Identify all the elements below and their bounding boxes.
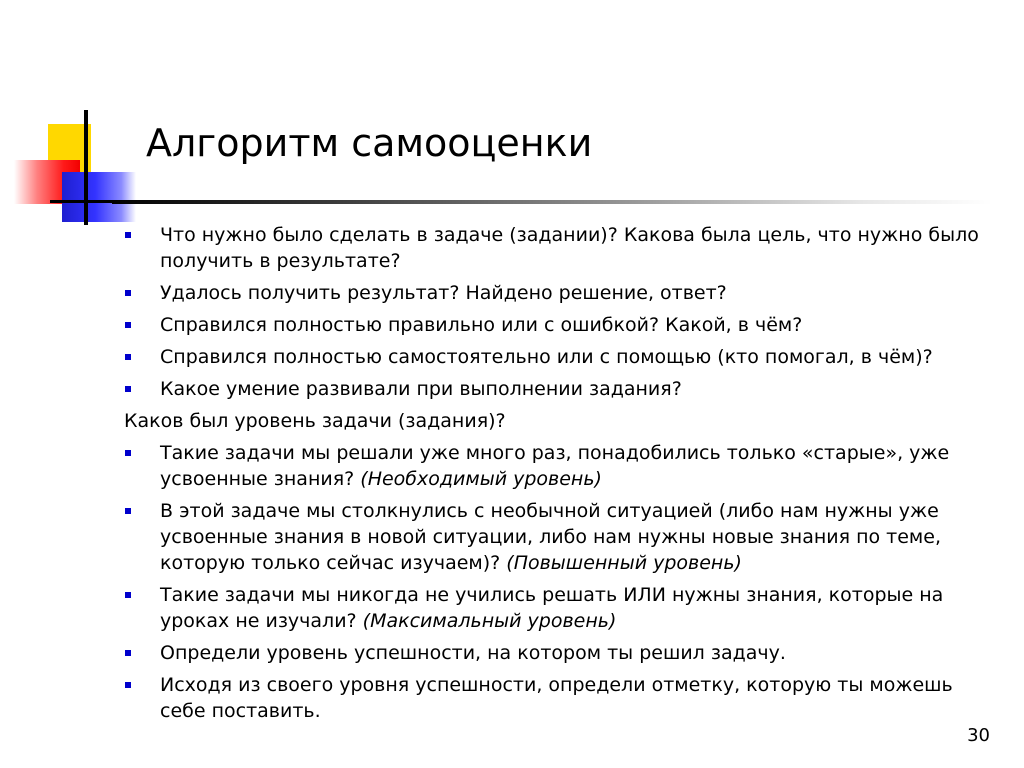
list-item-text: Справился полностью правильно или с ошибкой? Какой, в чём? xyxy=(160,314,803,336)
bullet-icon xyxy=(125,450,131,456)
list-item-text: Какое умение развивали при выполнении задания? xyxy=(160,378,682,400)
list-item xyxy=(124,222,984,274)
list-item xyxy=(124,582,984,634)
blue-gradient-bar xyxy=(62,172,136,222)
list-item-text: В этой задаче мы столкнулись с необычной ситуацией (либо нам нужны уже усвоенные знания в новой ситуации, либо нам нужны новые знания по теме, которую только сейчас изучаем)? xyxy=(160,500,941,574)
list-item-text: Справился полностью самостоятельно или с помощью (кто помогал, в чём)? xyxy=(160,346,933,368)
bullet-icon xyxy=(125,592,131,598)
bullet-icon xyxy=(125,290,131,296)
list-item-text: Что нужно было сделать в задаче (задании)? Какова была цель, что нужно было получить в результате? xyxy=(160,224,979,272)
list-item-text: Такие задачи мы никогда не учились решать ИЛИ нужны знания, которые на уроках не изучали? xyxy=(160,584,944,632)
list-item xyxy=(124,280,984,306)
list-item xyxy=(124,672,984,724)
bullet-icon xyxy=(125,386,131,392)
list-item-text: Удалось получить результат? Найдено решение, ответ? xyxy=(160,282,727,304)
list-item xyxy=(124,640,984,666)
slide-title: Алгоритм самооценки xyxy=(146,121,593,165)
section-question xyxy=(124,408,984,434)
list-item xyxy=(124,440,984,492)
bullet-icon xyxy=(125,682,131,688)
level-label: (Максимальный уровень) xyxy=(362,610,617,632)
horizontal-line xyxy=(50,200,116,203)
page-number: 30 xyxy=(967,725,990,746)
vertical-line xyxy=(84,110,88,225)
list-item xyxy=(124,376,984,402)
slide-content xyxy=(124,222,984,730)
list-item xyxy=(124,344,984,370)
bullet-icon xyxy=(125,232,131,238)
bullet-icon xyxy=(125,508,131,514)
level-label: (Повышенный уровень) xyxy=(506,552,742,574)
level-label: (Необходимый уровень) xyxy=(360,468,602,490)
bullet-icon xyxy=(125,650,131,656)
section-question-text: Каков был уровень задачи (задания)? xyxy=(124,410,506,432)
title-underline xyxy=(112,200,992,204)
list-item-text: Исходя из своего уровня успешности, определи отметку, которую ты можешь себе поставить. xyxy=(160,674,953,722)
bullet-icon xyxy=(125,354,131,360)
decorative-logo xyxy=(0,0,150,240)
list-item-text: Определи уровень успешности, на котором ты решил задачу. xyxy=(160,642,786,664)
list-item xyxy=(124,312,984,338)
list-item xyxy=(124,498,984,576)
bullet-icon xyxy=(125,322,131,328)
list-item-text: Такие задачи мы решали уже много раз, понадобились только «старые», уже усвоенные знания? xyxy=(160,442,950,490)
